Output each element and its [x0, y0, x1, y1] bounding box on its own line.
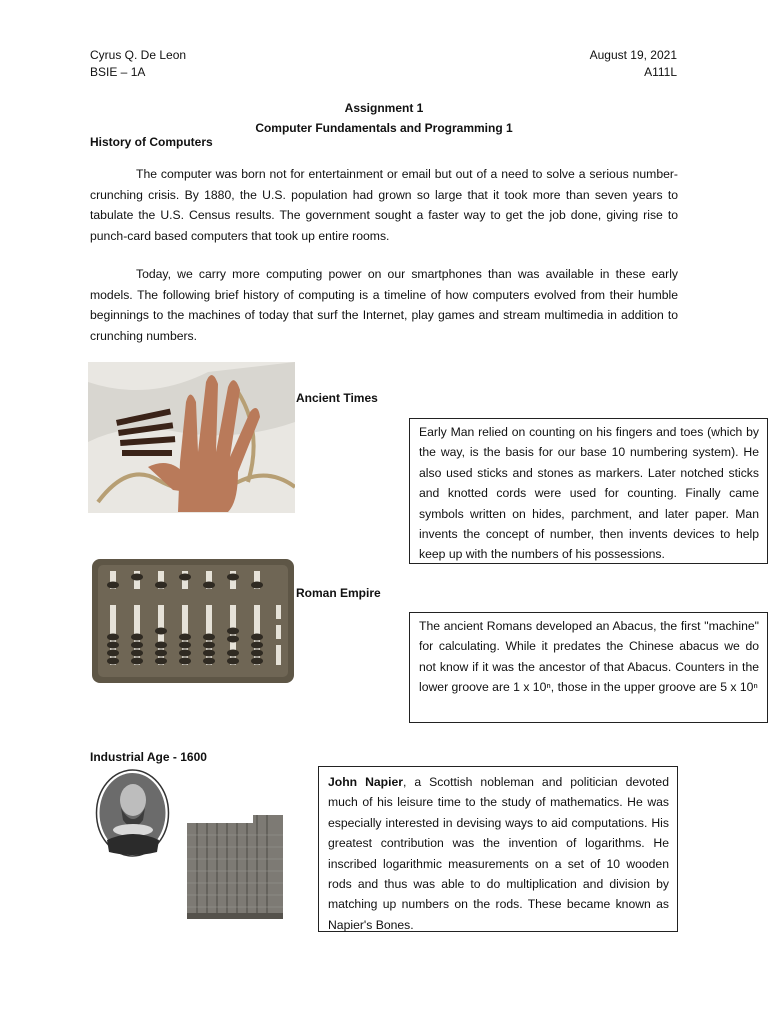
era-label-industrial-age: Industrial Age - 1600 [90, 750, 207, 764]
assignment-title: Assignment 1 [344, 101, 424, 115]
industrial-age-text: , a Scottish nobleman and politician devoted much of his leisure time to the study of mathematics. He was especially interested in devising ways to aid computations. His greatest contribution was the invention of logarithms. He inscribed logarithmic measurements on a set of 10 wooden rods and thus was able to do multiplication and division by matching up numbers on the rods. These became known as Napier's Bones. [328, 775, 669, 932]
ancient-times-description [409, 418, 768, 564]
document-date: August 19, 2021 [589, 48, 677, 62]
document-title [0, 98, 768, 138]
student-name: Cyrus Q. De Leon [90, 48, 187, 62]
roman-abacus-image [90, 557, 296, 685]
roman-empire-description [409, 612, 768, 723]
class-section: A111L [644, 65, 677, 79]
napiers-bones-image [185, 813, 285, 921]
date-section-info [590, 47, 677, 81]
hand-counting-image [88, 362, 295, 513]
intro-paragraph-1: The computer was born not for entertainment or email but out of a need to solve a serious number-crunching crisis. By 1880, the U.S. population had grown so large that it took more than seven years to tabulate the U.S. Census results. The government sought a faster way to get the job done, giving rise to punch-card based computers that took up entire rooms. [90, 167, 678, 243]
john-napier-portrait [95, 768, 170, 858]
era-label-ancient-times: Ancient Times [296, 391, 378, 405]
intro-paragraph-2: Today, we carry more computing power on our smartphones than was available in these early models. The following brief history of computing is a timeline of how computers evolved from their humble beginnings to the machines of today that surf the Internet, play games and stream multimedia in addition to crunching numbers. [90, 267, 678, 343]
student-course: BSIE – 1A [90, 65, 146, 79]
industrial-age-description [318, 766, 678, 932]
era-label-roman-empire: Roman Empire [296, 586, 381, 600]
student-info [90, 47, 186, 81]
roman-empire-text: The ancient Romans developed an Abacus, the first "machine" for calculating. While it predates the Chinese abacus we do not know if it was the ancestor of that Abacus. Counters in the lower groove are 1 x 10ⁿ, those in the upper groove are 5 x 10ⁿ [419, 619, 759, 695]
ancient-times-text: Early Man relied on counting on his fingers and toes (which by the way, is the basis for our base 10 numbering system). He also used sticks and stones as markers. Later notched sticks and knotted cords were used for counting. Finally came symbols written on hides, parchment, and later paper. Man invents the concept of number, then invents devices to help keep up with the numbers of his possessions. [419, 425, 759, 562]
john-napier-name: John Napier [328, 775, 404, 789]
section-heading: History of Computers [90, 135, 213, 149]
course-title: Computer Fundamentals and Programming 1 [255, 121, 513, 135]
